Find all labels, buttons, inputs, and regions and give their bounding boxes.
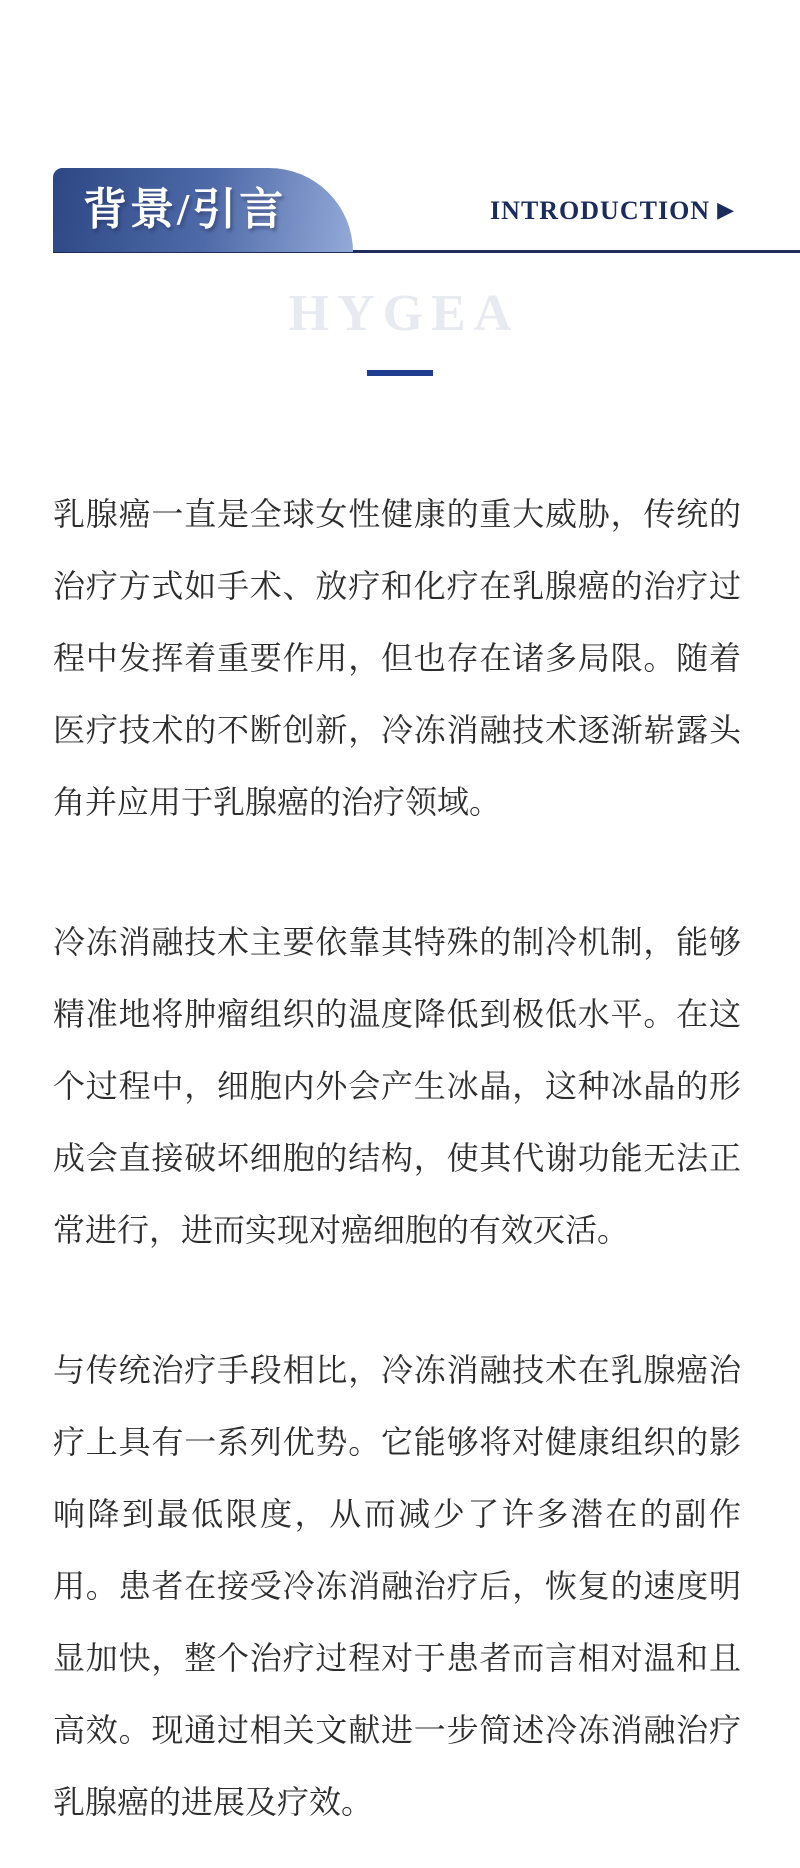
section-label-row (490, 198, 734, 224)
article-body (53, 478, 741, 1838)
paragraph-2: 冷冻消融技术主要依靠其特殊的制冷机制，能够精准地将肿瘤组织的温度降低到极低水平。在这个过程中，细胞内外会产生冰晶，这种冰晶的形成会直接破坏细胞的结构，使其代谢功能无法正常进行，进而实现对癌细胞的有效灭活。 (53, 924, 741, 1248)
arrow-right-icon: ▶ (717, 198, 734, 223)
paragraph-1: 乳腺癌一直是全球女性健康的重大威胁，传统的治疗方式如手术、放疗和化疗在乳腺癌的治疗过程中发挥着重要作用，但也存在诸多局限。随着医疗技术的不断创新，冷冻消融技术逐渐崭露头角并应用于乳腺癌的治疗领域。 (53, 496, 741, 820)
section-label-en: INTRODUCTION (490, 196, 711, 225)
brand-watermark: HYGEA (288, 285, 520, 342)
section-badge (53, 168, 353, 252)
paragraph-3: 与传统治疗手段相比，冷冻消融技术在乳腺癌治疗上具有一系列优势。它能够将对健康组织的影响降到最低限度，从而减少了许多潜在的副作用。患者在接受冷冻消融治疗后，恢复的速度明显加快，整个治疗过程对于患者而言相对温和且高效。现通过相关文献进一步简述冷冻消融治疗乳腺癌的进展及疗效。 (53, 1352, 741, 1820)
section-badge-label: 背景/引言 (83, 185, 287, 234)
accent-bar (367, 370, 433, 376)
